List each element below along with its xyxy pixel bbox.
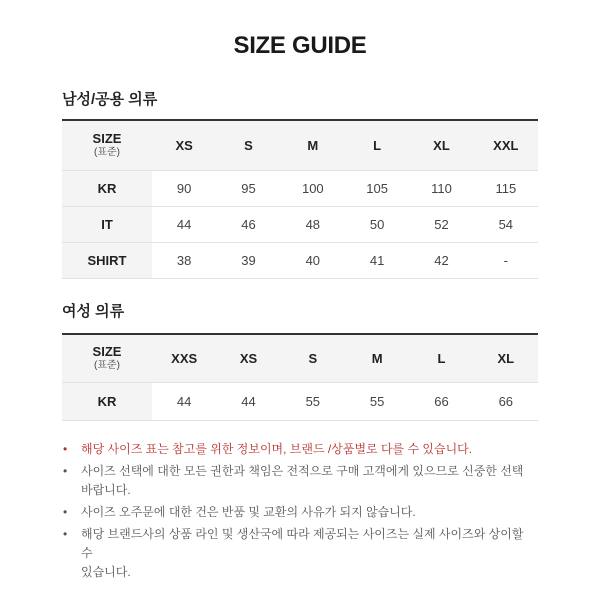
table-row [62, 382, 538, 420]
row-label: IT [62, 206, 152, 242]
value-cell: 105 [345, 170, 409, 206]
value-cell: 38 [152, 242, 216, 278]
size-header-row [62, 334, 538, 382]
note-line: 해당 브랜드사의 상품 라인 및 생산국에 따라 제공되는 사이즈는 실제 사이즈와 상이할 수 [81, 527, 524, 560]
mens-size-table [62, 119, 538, 279]
value-cell: 54 [474, 206, 538, 242]
size-column-header: XL [474, 334, 538, 382]
size-label-cell [62, 334, 152, 382]
note-line: 사이즈 선택에 대한 모든 권한과 책임은 전적으로 구매 고객에게 있으므로 신중한 선택 [81, 464, 524, 478]
row-label: SHIRT [62, 242, 152, 278]
value-cell: 39 [216, 242, 280, 278]
value-cell: 44 [152, 206, 216, 242]
table-row [62, 242, 538, 278]
note-item [62, 462, 532, 500]
row-label: KR [62, 170, 152, 206]
note-line: 있습니다. [81, 565, 131, 579]
size-label: SIZE [92, 344, 122, 360]
size-column-header: S [281, 334, 345, 382]
row-label: KR [62, 382, 152, 420]
size-column-header: S [216, 120, 280, 170]
note-text [81, 525, 532, 582]
value-cell: 46 [216, 206, 280, 242]
value-cell: 115 [474, 170, 538, 206]
table-row [62, 206, 538, 242]
value-cell: 100 [281, 170, 345, 206]
womens-size-table [62, 333, 538, 421]
note-text [81, 462, 532, 500]
bullet-icon: • [63, 464, 68, 478]
value-cell: 41 [345, 242, 409, 278]
value-cell: 66 [409, 382, 473, 420]
bullet-icon: • [63, 505, 68, 519]
note-item [62, 503, 532, 522]
table-row [62, 170, 538, 206]
size-standard-label: (표준) [94, 147, 120, 159]
size-label: SIZE [92, 131, 122, 147]
size-column-header: XL [409, 120, 473, 170]
size-column-header: L [409, 334, 473, 382]
size-column-header: XXL [474, 120, 538, 170]
size-column-header: XXS [152, 334, 216, 382]
value-cell: - [474, 242, 538, 278]
size-column-header: M [345, 334, 409, 382]
bullet-icon: • [63, 527, 68, 541]
value-cell: 48 [281, 206, 345, 242]
value-cell: 44 [152, 382, 216, 420]
size-column-header: XS [216, 334, 280, 382]
value-cell: 42 [409, 242, 473, 278]
page-title: SIZE GUIDE [233, 32, 367, 59]
value-cell: 52 [409, 206, 473, 242]
size-column-header: XS [152, 120, 216, 170]
value-cell: 110 [409, 170, 473, 206]
note-line: 사이즈 오주문에 대한 건은 반품 및 교환의 사유가 되지 않습니다. [81, 505, 416, 519]
size-column-header: L [345, 120, 409, 170]
size-header-row [62, 120, 538, 170]
note-item [62, 525, 532, 582]
bullet-icon: • [63, 442, 68, 456]
mens-section-heading: 남성/공용 의류 [62, 91, 158, 108]
value-cell: 55 [345, 382, 409, 420]
value-cell: 40 [281, 242, 345, 278]
value-cell: 90 [152, 170, 216, 206]
note-item-highlighted [62, 440, 532, 459]
value-cell: 66 [474, 382, 538, 420]
value-cell: 44 [216, 382, 280, 420]
size-label-cell [62, 120, 152, 170]
note-text [81, 440, 532, 459]
notes-list [62, 440, 532, 585]
size-standard-label: (표준) [94, 360, 120, 372]
value-cell: 95 [216, 170, 280, 206]
value-cell: 50 [345, 206, 409, 242]
size-column-header: M [281, 120, 345, 170]
note-line: 해당 사이즈 표는 참고를 위한 정보이며, 브랜드 /상품별로 다를 수 있습니다. [81, 442, 473, 456]
womens-section-heading: 여성 의류 [62, 303, 125, 320]
value-cell: 55 [281, 382, 345, 420]
note-line: 바랍니다. [81, 483, 131, 497]
note-text [81, 503, 532, 522]
